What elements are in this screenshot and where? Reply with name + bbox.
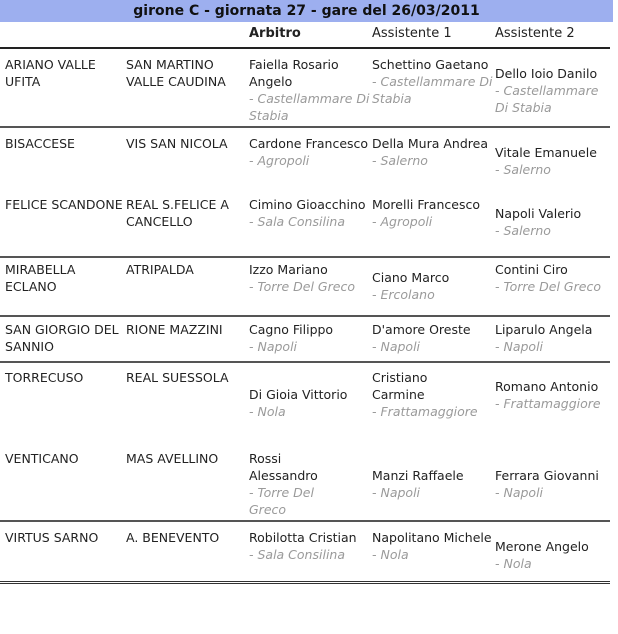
assistente1-cell (372, 467, 494, 501)
arbitro-name: Cagno Filippo (249, 322, 334, 337)
assistente1-name: Napolitano Michele (372, 530, 492, 545)
arbitro-city: - Napoli (249, 339, 298, 354)
assistente1-city: - Castellammare Di Stabia (372, 74, 493, 106)
assistente1-name: Ciano Marco (372, 270, 450, 285)
assistente2-city: - Salerno (495, 162, 551, 177)
assistente2-city: - Salerno (495, 223, 551, 238)
arbitro-cell (249, 56, 371, 124)
assistente1-name: Manzi Raffaele (372, 468, 464, 483)
header-assistente-1: Assistente 1 (372, 26, 452, 41)
arbitro-city: - Torre Del Greco (249, 279, 355, 294)
arbitro-cell (249, 261, 371, 295)
assistente2-name: Contini Ciro (495, 262, 568, 277)
assistente1-cell (372, 196, 494, 230)
away-team: RIONE MAZZINI (126, 322, 223, 337)
away-team: REAL S.FELICE A CANCELLO (126, 197, 229, 229)
assistente2-city: - Castellammare Di Stabia (495, 83, 599, 115)
arbitro-city: - Sala Consilina (249, 214, 345, 229)
away-team: MAS AVELLINO (126, 451, 219, 466)
home-team: VENTICANO (5, 451, 79, 466)
arbitro-cell (249, 321, 371, 355)
assistente1-cell (372, 269, 494, 303)
home-team: MIRABELLA ECLANO (5, 262, 76, 294)
assistente2-city: - Napoli (495, 485, 544, 500)
arbitro-cell (249, 529, 371, 563)
assistente1-name: Morelli Francesco (372, 197, 480, 212)
home-team: FELICE SCANDONE (5, 197, 123, 212)
assistente1-city: - Nola (372, 547, 409, 562)
home-team: ARIANO VALLE UFITA (5, 57, 96, 89)
assistente1-name: Cristiano Carmine (372, 370, 428, 402)
table-row (0, 440, 610, 522)
arbitro-cell (249, 386, 371, 420)
table-row (0, 190, 610, 258)
arbitro-cell (249, 135, 371, 169)
assistente1-city: - Frattamaggiore (372, 404, 478, 419)
home-team: BISACCESE (5, 136, 75, 151)
table-row (0, 522, 610, 584)
assistente2-cell (495, 144, 613, 178)
assistente2-cell (495, 378, 607, 412)
away-team: VIS SAN NICOLA (126, 136, 228, 151)
arbitro-name: Cimino Gioacchino (249, 197, 366, 212)
arbitro-city: - Sala Consilina (249, 547, 345, 562)
header-arbitro: Arbitro (249, 26, 301, 41)
assistente2-cell (495, 205, 613, 239)
assistente2-cell (495, 321, 613, 355)
assistente2-name: Merone Angelo (495, 539, 589, 554)
away-team: SAN MARTINO VALLE CAUDINA (126, 57, 226, 89)
assistente2-name: Romano Antonio (495, 379, 599, 394)
assistente1-cell (372, 135, 494, 169)
table-row (0, 258, 610, 317)
arbitro-city: - Castellammare Di Stabia (249, 91, 370, 123)
away-team: REAL SUESSOLA (126, 370, 229, 385)
assistente1-name: Della Mura Andrea (372, 136, 488, 151)
arbitro-name: Robilotta Cristian (249, 530, 357, 545)
assistente1-name: D'amore Oreste (372, 322, 471, 337)
assistente2-cell (495, 65, 613, 116)
away-team: ATRIPALDA (126, 262, 194, 277)
arbitro-name: Rossi Alessandro (249, 451, 318, 483)
assistente1-city: - Agropoli (372, 214, 433, 229)
assistente1-cell (372, 321, 494, 355)
away-team: A. BENEVENTO (126, 530, 220, 545)
table-row (0, 128, 610, 190)
assistente1-city: - Napoli (372, 339, 421, 354)
arbitro-city: - Agropoli (249, 153, 310, 168)
assistente2-name: Napoli Valerio (495, 206, 582, 221)
arbitro-cell (249, 450, 339, 518)
home-team: VIRTUS SARNO (5, 530, 99, 545)
assistente2-name: Ferrara Giovanni (495, 468, 599, 483)
assistente2-name: Dello Ioio Danilo (495, 66, 598, 81)
page-title: girone C - giornata 27 - gare del 26/03/2011 (0, 0, 613, 22)
assistente2-cell (495, 538, 613, 572)
referee-table (0, 22, 610, 584)
assistente2-cell (495, 261, 613, 295)
assistente1-cell (372, 529, 494, 563)
arbitro-city: - Nola (249, 404, 286, 419)
header-assistente-2: Assistente 2 (495, 26, 575, 41)
table-row (0, 49, 610, 128)
assistente1-city: - Napoli (372, 485, 421, 500)
arbitro-cell (249, 196, 371, 230)
assistente2-city: - Nola (495, 556, 532, 571)
assistente2-city: - Torre Del Greco (495, 279, 601, 294)
assistente1-city: - Ercolano (372, 287, 435, 302)
table-row (0, 317, 610, 363)
home-team: TORRECUSO (5, 370, 84, 385)
arbitro-name: Izzo Mariano (249, 262, 328, 277)
assistente2-name: Liparulo Angela (495, 322, 593, 337)
assistente2-cell (495, 467, 613, 501)
assistente1-city: - Salerno (372, 153, 428, 168)
assistente1-cell (372, 56, 494, 107)
arbitro-name: Di Gioia Vittorio (249, 387, 348, 402)
table-row (0, 363, 610, 440)
assistente2-city: - Frattamaggiore (495, 396, 601, 411)
arbitro-name: Faiella Rosario Angelo (249, 57, 339, 89)
home-team: SAN GIORGIO DEL SANNIO (5, 322, 119, 354)
arbitro-city: - Torre Del Greco (249, 485, 314, 517)
assistente1-cell (372, 369, 482, 420)
assistente2-city: - Napoli (495, 339, 544, 354)
assistente1-name: Schettino Gaetano (372, 57, 489, 72)
assistente2-name: Vitale Emanuele (495, 145, 597, 160)
arbitro-name: Cardone Francesco (249, 136, 369, 151)
table-header (0, 22, 610, 49)
